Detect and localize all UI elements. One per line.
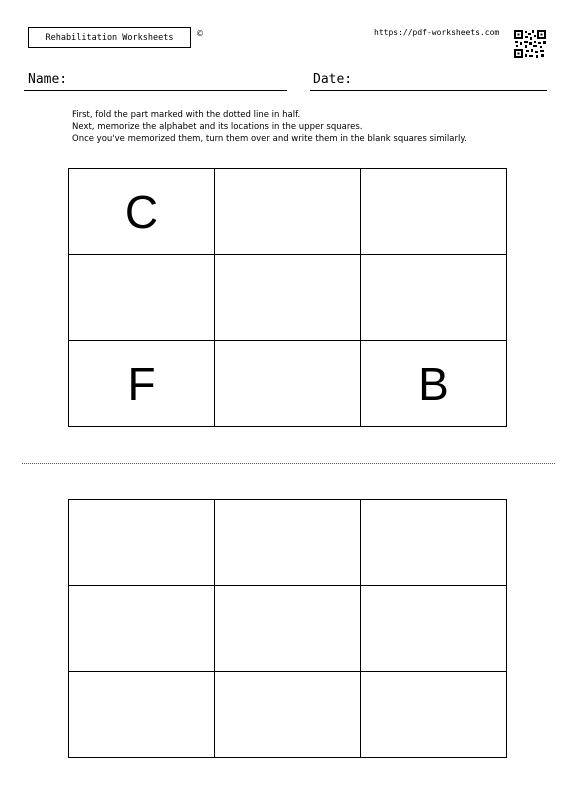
copyright-mark: © bbox=[196, 29, 204, 38]
memory-grid bbox=[68, 168, 507, 427]
instruction-line: Next, memorize the alphabet and its locations in the upper squares. bbox=[72, 122, 363, 132]
answer-cell[interactable] bbox=[361, 672, 507, 758]
instructions bbox=[72, 109, 542, 145]
name-field[interactable] bbox=[24, 90, 287, 91]
answer-cell[interactable] bbox=[361, 586, 507, 672]
memory-cell bbox=[215, 169, 361, 255]
memory-cell: C bbox=[69, 169, 215, 255]
worksheet-title bbox=[28, 27, 191, 48]
answer-cell[interactable] bbox=[69, 672, 215, 758]
memory-cell bbox=[215, 341, 361, 427]
name-label: Name: bbox=[28, 72, 68, 87]
answer-cell[interactable] bbox=[69, 500, 215, 586]
memory-cell: F bbox=[69, 341, 215, 427]
memory-cell bbox=[215, 255, 361, 341]
date-label: Date: bbox=[313, 72, 353, 87]
instruction-line: First, fold the part marked with the dotted line in half. bbox=[72, 110, 301, 120]
date-field[interactable] bbox=[310, 90, 547, 91]
memory-cell bbox=[69, 255, 215, 341]
qr-code-icon bbox=[514, 30, 546, 58]
instruction-line: Once you've memorized them, turn them over and write them in the blank squares similarly. bbox=[72, 134, 467, 144]
memory-cell: B bbox=[361, 341, 507, 427]
worksheet-title-text: Rehabilitation Worksheets bbox=[45, 32, 174, 43]
answer-cell[interactable] bbox=[215, 500, 361, 586]
site-url[interactable]: https://pdf-worksheets.com bbox=[374, 28, 500, 37]
memory-cell bbox=[361, 255, 507, 341]
answer-cell[interactable] bbox=[215, 586, 361, 672]
answer-grid bbox=[68, 499, 507, 758]
answer-cell[interactable] bbox=[361, 500, 507, 586]
answer-cell[interactable] bbox=[215, 672, 361, 758]
fold-line bbox=[22, 463, 555, 464]
answer-cell[interactable] bbox=[69, 586, 215, 672]
memory-cell bbox=[361, 169, 507, 255]
